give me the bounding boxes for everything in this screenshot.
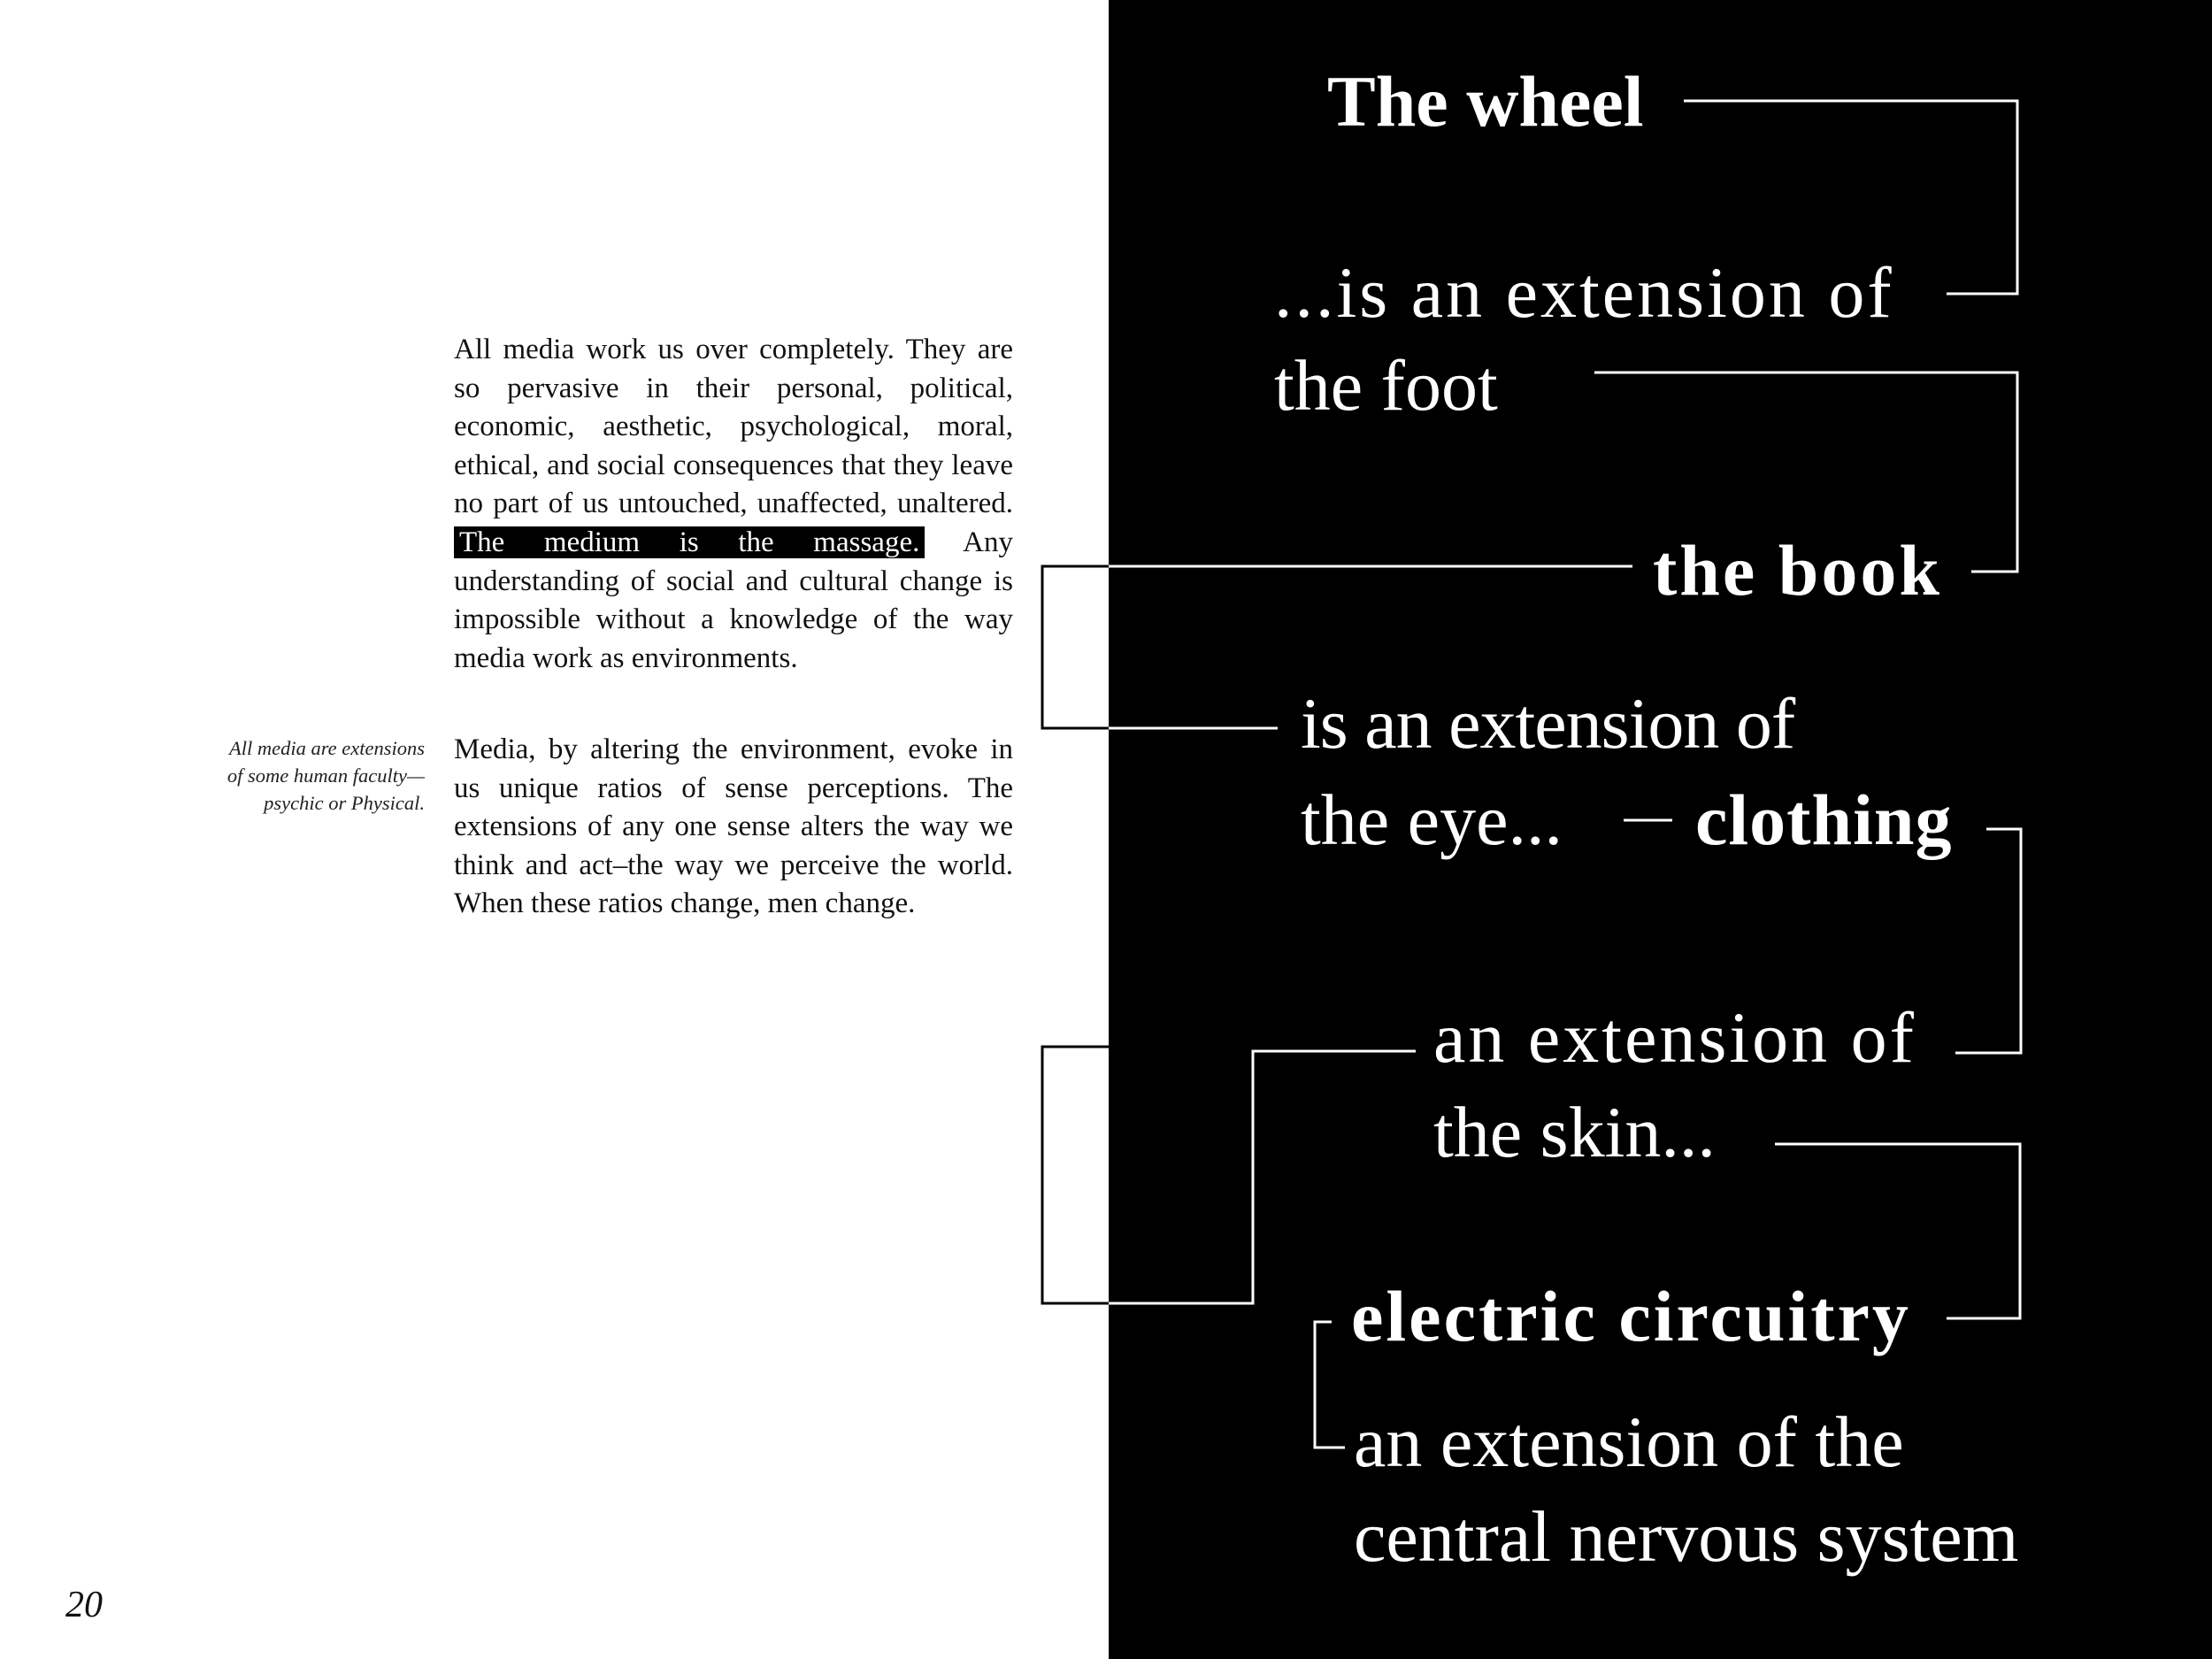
wheel-extension-line-1: ...is an extension of	[1274, 252, 1894, 333]
left-bracket-upper	[1042, 566, 1109, 728]
margin-note-line: psychic or Physical.	[264, 792, 425, 814]
clothing-extension-line-2: the skin...	[1433, 1092, 1716, 1172]
circuitry-extension-line-2: central nervous system	[1354, 1496, 2019, 1577]
paragraph-1-continuation: Any understanding of social and cultural change is impossible without a knowledge of the way media work as environments.	[454, 526, 1013, 674]
book-extension-line-2: the eye...	[1301, 780, 1563, 860]
margin-note-line: of some human faculty—	[227, 764, 425, 787]
book-extension-line-1: is an extension of	[1301, 683, 1795, 764]
page-number: 20	[65, 1585, 103, 1625]
connector-circuitry	[1315, 1322, 1345, 1448]
connector-lower-left	[1109, 1051, 1416, 1303]
wheel-extension-line-2: the foot	[1274, 345, 1498, 426]
connector-clothing	[1955, 829, 2021, 1053]
clothing-extension-line-1: an extension of	[1433, 997, 1916, 1078]
connector-lower-left-dark	[1042, 1047, 1416, 1303]
label-electric-circuitry: electric circuitry	[1351, 1276, 1911, 1356]
label-clothing: clothing	[1695, 780, 1953, 860]
label-the-wheel: The wheel	[1327, 61, 1644, 142]
margin-note-line: All media are extensions	[229, 737, 425, 759]
circuitry-extension-line-1: an extension of the	[1354, 1402, 1904, 1482]
label-the-book: the book	[1653, 530, 1943, 611]
highlighted-quote: The medium is the massage.	[454, 526, 925, 558]
paragraph-1-text: All media work us over completely. They are so pervasive in their personal, political, economic, aesthetic, psychological, moral, ethical, and social consequences that they leave no part of us untouched, unaffected, unaltered.	[454, 334, 1013, 520]
left-bracket-lower	[1042, 1047, 1109, 1303]
paragraph-2-text: Media, by altering the environment, evoke in us unique ratios of sense perceptions. The extensions of any one sense alters the way we think and act–the way we perceive the world. When these ratios change, men change.	[454, 733, 1013, 920]
